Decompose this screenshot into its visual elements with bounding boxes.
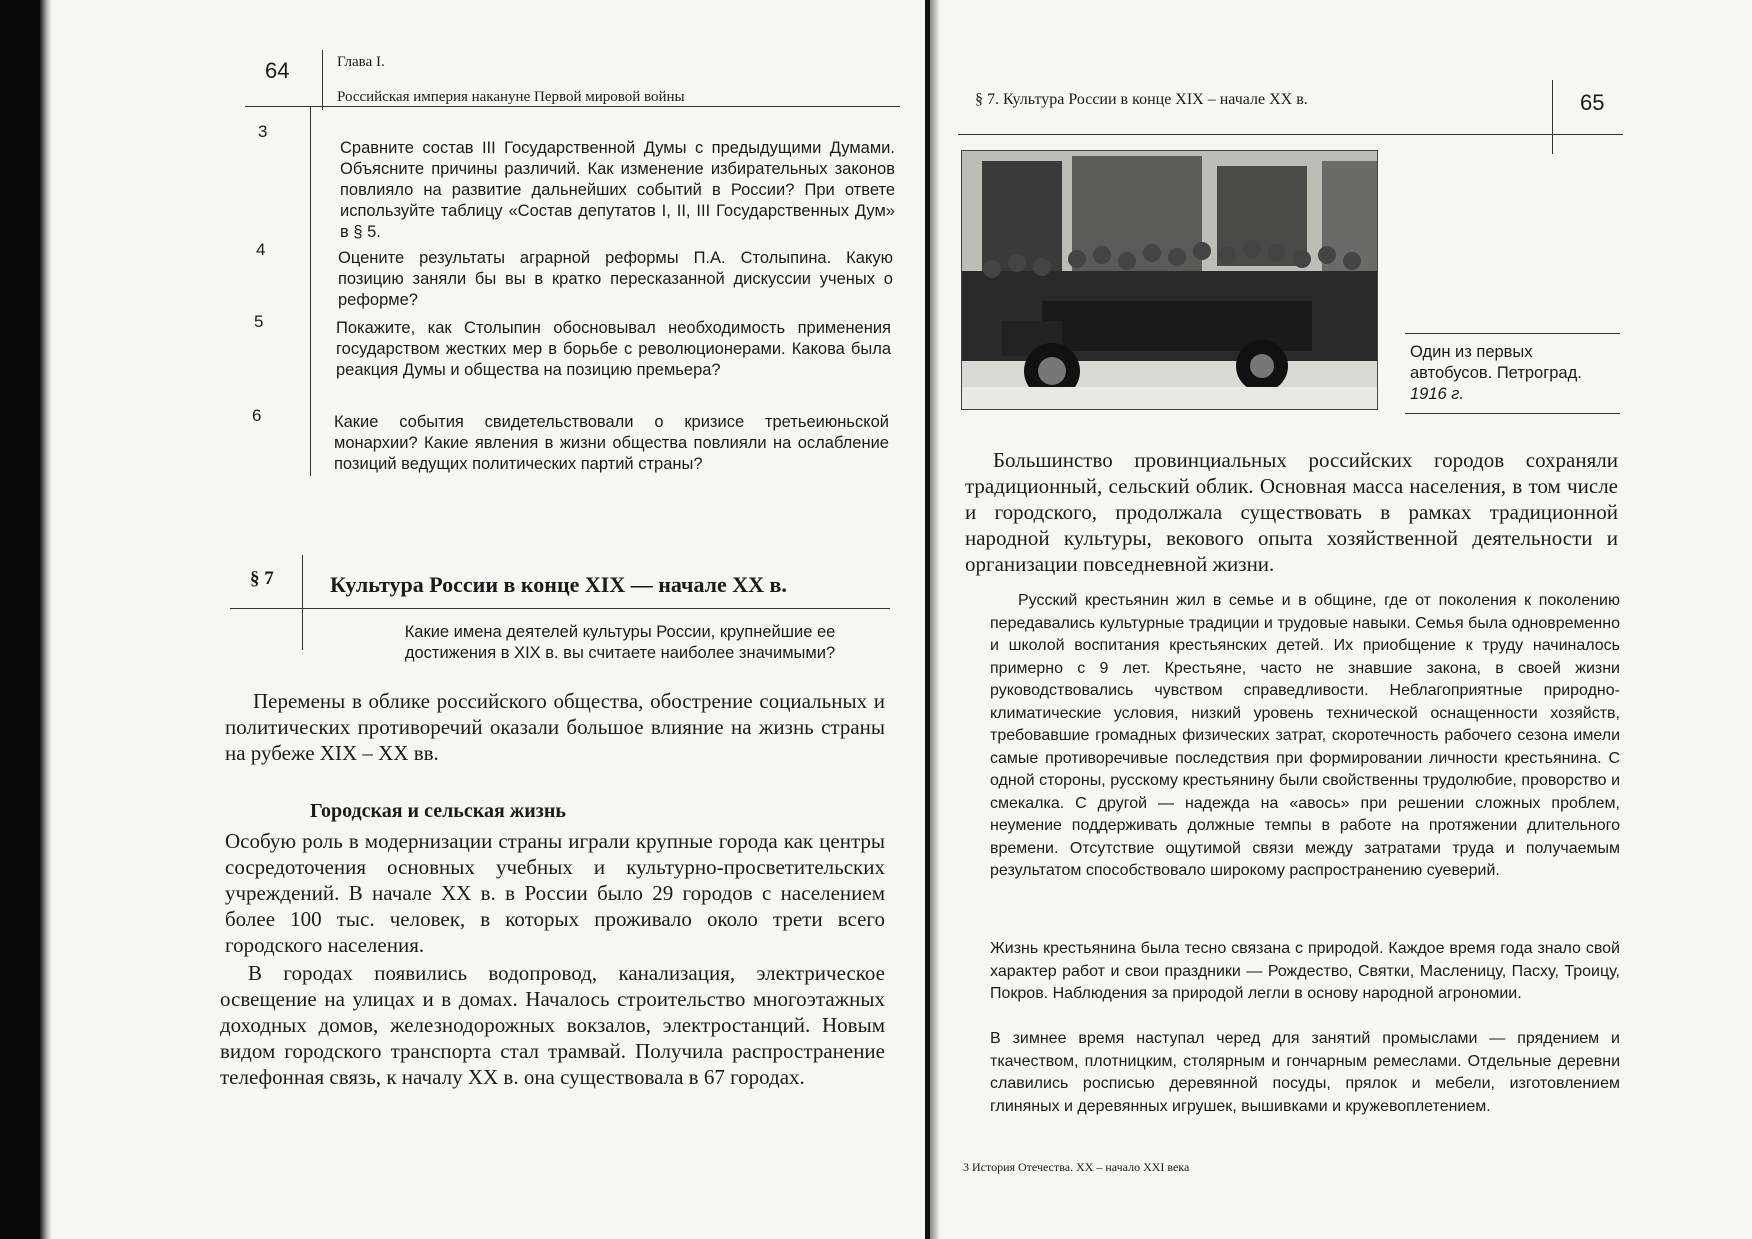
sans-paragraph: Жизнь крестьянина была тесно связана с природой. Каждое время года знало свой характер работ и свои праздники — Рождество, Святки, Масленицу, Пасху, Троицу, Покров. Наблюдения за природой легли в основу народной агрономии. [990, 940, 1620, 1002]
running-head: § 7. Культура России в конце XIX – начале XX в. [975, 91, 1308, 108]
body-paragraph: Особую роль в модернизации страны играли крупные города как центры сосредоточения основных учебных и культурно-просветительских учреждений. В начале XX в. в России было 29 городов с населением более 100 тыс. человек, в которых проживало около трети всего городского населения. [225, 829, 885, 957]
sans-paragraph: Русский крестьянин жил в семье и в общине, где от поколения к поколению передавались культурные традиции и трудовые навыки. Семья была одновременно и школой воспитания крестьянских детей. Их приобщение к труду начиналось примерно с 9 лет. Крестьяне, часто не знавшие закона, в своей жизни руководствовались чувством справедливости. Неблагоприятные природно-климатические условия, низкий уровень технической оснащенности хозяйств, требовавшие громадных физических затрат, скоротечность рабочего сезона имели самые противоречивые последствия при формировании личности крестьянина. С одной стороны, русскому крестьянину были свойственны трудолюбие, проворство и смекалка. С другой — надежда на «авось» при решении сложных проблем, неумение поддерживать должные темпы в работе на протяжении длительного времени. Отсутствие ощутимой связи между затратами труда и получаемым результатом способствовало широкому распространению суеверий. [990, 592, 1620, 879]
caption-year: 1916 г. [1410, 385, 1465, 403]
caption-line: Один из первых [1410, 343, 1533, 361]
header-rule [958, 134, 1623, 135]
caption-line: автобусов. Петроград. [1410, 364, 1582, 382]
sans-paragraph: В зимнее время наступал черед для занятий промыслами — прядением и ткачеством, плотницким, столярным и гончарным ремеслами. Отдельные деревни славились росписью деревянной посуды, прялок и мебели, изготовлением глиняных и деревянных игрушек, вышивками и кружевоплетением. [990, 1030, 1620, 1115]
section-question: Какие имена деятелей культуры России, крупнейшие ее достижения в XIX в. вы считаете наиболее значимыми? [404, 623, 836, 662]
section-number: § 7 [250, 568, 274, 589]
question-text: Сравните состав III Государственной Думы с предыдущими Думами. Объясните причины различий. Как изменение избирательных законов повлияло на развитие дальнейших событий в России? При ответе используйте таблицу «Состав депутатов I, II, III Государственных Дум» в § 5. [340, 139, 895, 241]
questions-divider [310, 106, 311, 476]
question-number: 5 [254, 312, 264, 331]
question-text: Какие события свидетельствовали о кризисе третьеиюньской монархии? Какие явления в жизни общества повлияли на ослабление позиций ведущих политических партий страны? [334, 413, 889, 473]
header-divider [1552, 80, 1553, 154]
running-head-chapter: Глава I. [337, 54, 385, 70]
section-title: Культура России в конце XIX — начале XX в. [330, 572, 787, 597]
main-paragraph: Большинство провинциальных российских городов сохраняли традиционный, сельский облик. Основная масса населения, в том числе и городского, продолжала существовать в рамках традиционной народной культуры, векового опыта хозяйственной деятельности и организации повседневной жизни. [965, 448, 1618, 576]
photo-caption [1410, 342, 1582, 405]
book-gutter-shade [930, 0, 940, 1239]
intro-paragraph: Перемены в облике российского общества, обострение социальных и политических противоречий оказали большое влияние на жизнь страны на рубеже XIX – XX вв. [225, 689, 885, 765]
bus-photo-illustration [962, 151, 1377, 409]
question-text: Покажите, как Столыпин обосновывал необходимость применения государством жестких мер в борьбе с революционерами. Какова была реакция Думы и общества на позицию премьера? [336, 319, 891, 379]
caption-rule-top [1405, 333, 1620, 334]
caption-rule-bottom [1405, 413, 1620, 414]
left-page-number: 64 [265, 58, 290, 83]
running-head-title: Российская империя накануне Первой мировой войны [337, 89, 685, 105]
question-text: Оцените результаты аграрной реформы П.А. Столыпина. Какую позицию заняли бы вы в кратко пересказанной дискуссии ученых о реформе? [338, 249, 893, 309]
scan-left-edge-shade [40, 0, 52, 1239]
question-number: 3 [258, 122, 268, 141]
header-rule [245, 106, 900, 107]
body-paragraph: В городах появились водопровод, канализация, электрическое освещение на улицах и в домах. Началось строительство многоэтажных доходных домов, железнодорожных вокзалов, электростанций. Новым видом городского транспорта стал трамвай. Получила распространение телефонная связь, к началу XX в. она существовала в 67 городах. [220, 961, 885, 1089]
bus-photo [961, 150, 1378, 410]
question-number: 6 [252, 406, 262, 425]
scan-left-edge [0, 0, 40, 1239]
subheading: Городская и сельская жизнь [310, 800, 566, 822]
section-divider [302, 555, 303, 650]
right-page-number: 65 [1580, 90, 1605, 115]
question-number: 4 [256, 240, 266, 259]
page-footer: 3 История Отечества. XX – начало XXI века [963, 1160, 1190, 1174]
header-divider [322, 50, 323, 110]
section-rule [230, 608, 890, 609]
